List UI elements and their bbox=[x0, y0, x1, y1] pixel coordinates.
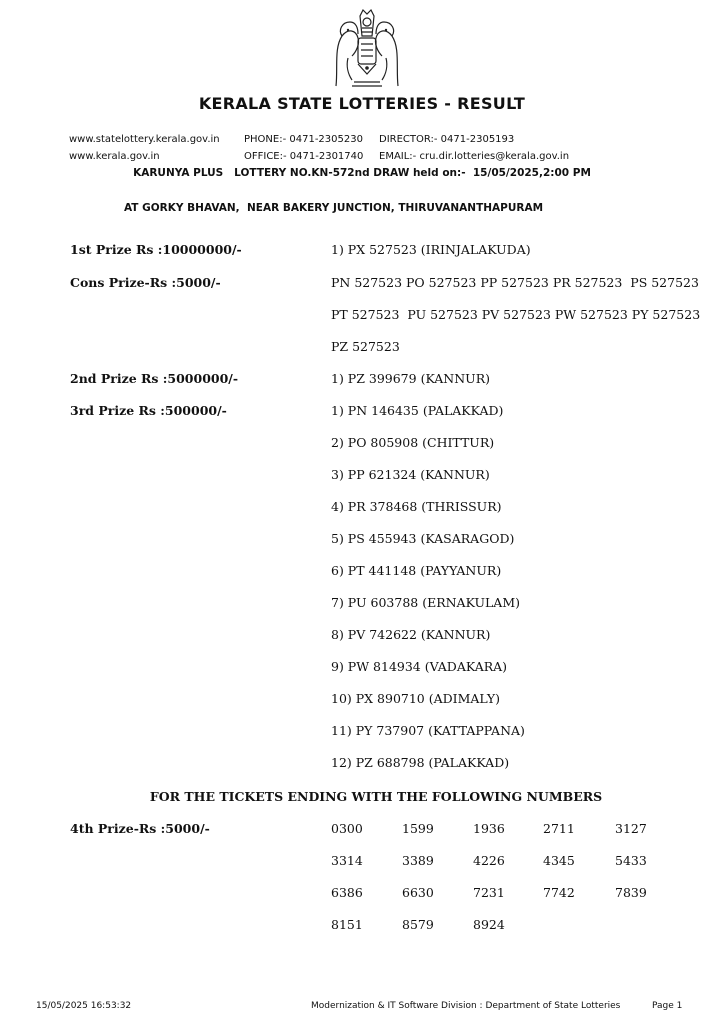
office-number: OFFICE:- 0471-2301740 bbox=[244, 151, 364, 162]
third-prize-winner: 10) PX 890710 (ADIMALY) bbox=[331, 691, 501, 706]
consolation-prize-label: Cons Prize-Rs :5000/- bbox=[70, 275, 221, 290]
fourth-prize-number: 0300 bbox=[331, 821, 363, 836]
third-prize-label: 3rd Prize Rs :500000/- bbox=[70, 403, 227, 418]
consolation-line: PZ 527523 bbox=[331, 339, 400, 354]
kerala-emblem-icon bbox=[328, 8, 406, 90]
footer-timestamp: 15/05/2025 16:53:32 bbox=[36, 1001, 132, 1011]
third-prize-winner: 1) PN 146435 (PALAKKAD) bbox=[331, 403, 504, 418]
consolation-line: PT 527523 PU 527523 PV 527523 PW 527523 PY 527523 bbox=[331, 307, 701, 322]
fourth-prize-number: 3127 bbox=[615, 821, 647, 836]
fourth-prize-number: 3389 bbox=[402, 853, 434, 868]
fourth-prize-number: 4226 bbox=[473, 853, 505, 868]
fourth-prize-number: 8579 bbox=[402, 917, 434, 932]
fourth-prize-number: 1599 bbox=[402, 821, 434, 836]
third-prize-winner: 7) PU 603788 (ERNAKULAM) bbox=[331, 595, 521, 610]
fourth-prize-number: 3314 bbox=[331, 853, 363, 868]
fourth-prize-number: 7231 bbox=[473, 885, 505, 900]
fourth-prize-number: 4345 bbox=[543, 853, 575, 868]
third-prize-winner: 6) PT 441148 (PAYYANUR) bbox=[331, 563, 502, 578]
fourth-prize-number: 8924 bbox=[473, 917, 505, 932]
ending-numbers-heading: FOR THE TICKETS ENDING WITH THE FOLLOWING NUMBERS bbox=[149, 789, 603, 804]
consolation-line: PN 527523 PO 527523 PP 527523 PR 527523 PS 527523 bbox=[331, 275, 699, 290]
fourth-prize-number: 7839 bbox=[615, 885, 647, 900]
third-prize-winner: 12) PZ 688798 (PALAKKAD) bbox=[331, 755, 510, 770]
fourth-prize-number: 6630 bbox=[402, 885, 434, 900]
third-prize-winner: 3) PP 621324 (KANNUR) bbox=[331, 467, 490, 482]
third-prize-winner: 11) PY 737907 (KATTAPPANA) bbox=[331, 723, 525, 738]
third-prize-winner: 5) PS 455943 (KASARAGOD) bbox=[331, 531, 515, 546]
fourth-prize-number: 6386 bbox=[331, 885, 363, 900]
fourth-prize-number: 5433 bbox=[615, 853, 647, 868]
third-prize-winner: 4) PR 378468 (THRISSUR) bbox=[331, 499, 502, 514]
fourth-prize-label: 4th Prize-Rs :5000/- bbox=[70, 821, 210, 836]
footer-page-number: Page 1 bbox=[652, 1001, 683, 1011]
third-prize-winner: 9) PW 814934 (VADAKARA) bbox=[331, 659, 508, 674]
website-link-secondary[interactable]: www.kerala.gov.in bbox=[69, 151, 160, 162]
third-prize-winner: 8) PV 742622 (KANNUR) bbox=[331, 627, 491, 642]
first-prize-winner: 1) PX 527523 (IRINJALAKUDA) bbox=[331, 242, 531, 257]
second-prize-winner: 1) PZ 399679 (KANNUR) bbox=[331, 371, 490, 386]
draw-venue: AT GORKY BHAVAN, NEAR BAKERY JUNCTION, THIRUVANANTHAPURAM bbox=[124, 202, 544, 214]
page-title: KERALA STATE LOTTERIES - RESULT bbox=[198, 94, 526, 113]
fourth-prize-number: 7742 bbox=[543, 885, 575, 900]
fourth-prize-number: 2711 bbox=[543, 821, 575, 836]
email-address[interactable]: EMAIL:- cru.dir.lotteries@kerala.gov.in bbox=[379, 151, 570, 162]
fourth-prize-number: 8151 bbox=[331, 917, 363, 932]
draw-details: KARUNYA PLUS LOTTERY NO.KN-572nd DRAW held on:- 15/05/2025,2:00 PM bbox=[133, 167, 591, 179]
first-prize-label: 1st Prize Rs :10000000/- bbox=[70, 242, 242, 257]
director-number: DIRECTOR:- 0471-2305193 bbox=[379, 134, 515, 145]
footer-division: Modernization & IT Software Division : Department of State Lotteries bbox=[311, 1001, 621, 1011]
third-prize-winner: 2) PO 805908 (CHITTUR) bbox=[331, 435, 495, 450]
fourth-prize-number: 1936 bbox=[473, 821, 505, 836]
second-prize-label: 2nd Prize Rs :5000000/- bbox=[70, 371, 239, 386]
phone-number: PHONE:- 0471-2305230 bbox=[244, 134, 363, 145]
website-link[interactable]: www.statelottery.kerala.gov.in bbox=[69, 134, 220, 145]
